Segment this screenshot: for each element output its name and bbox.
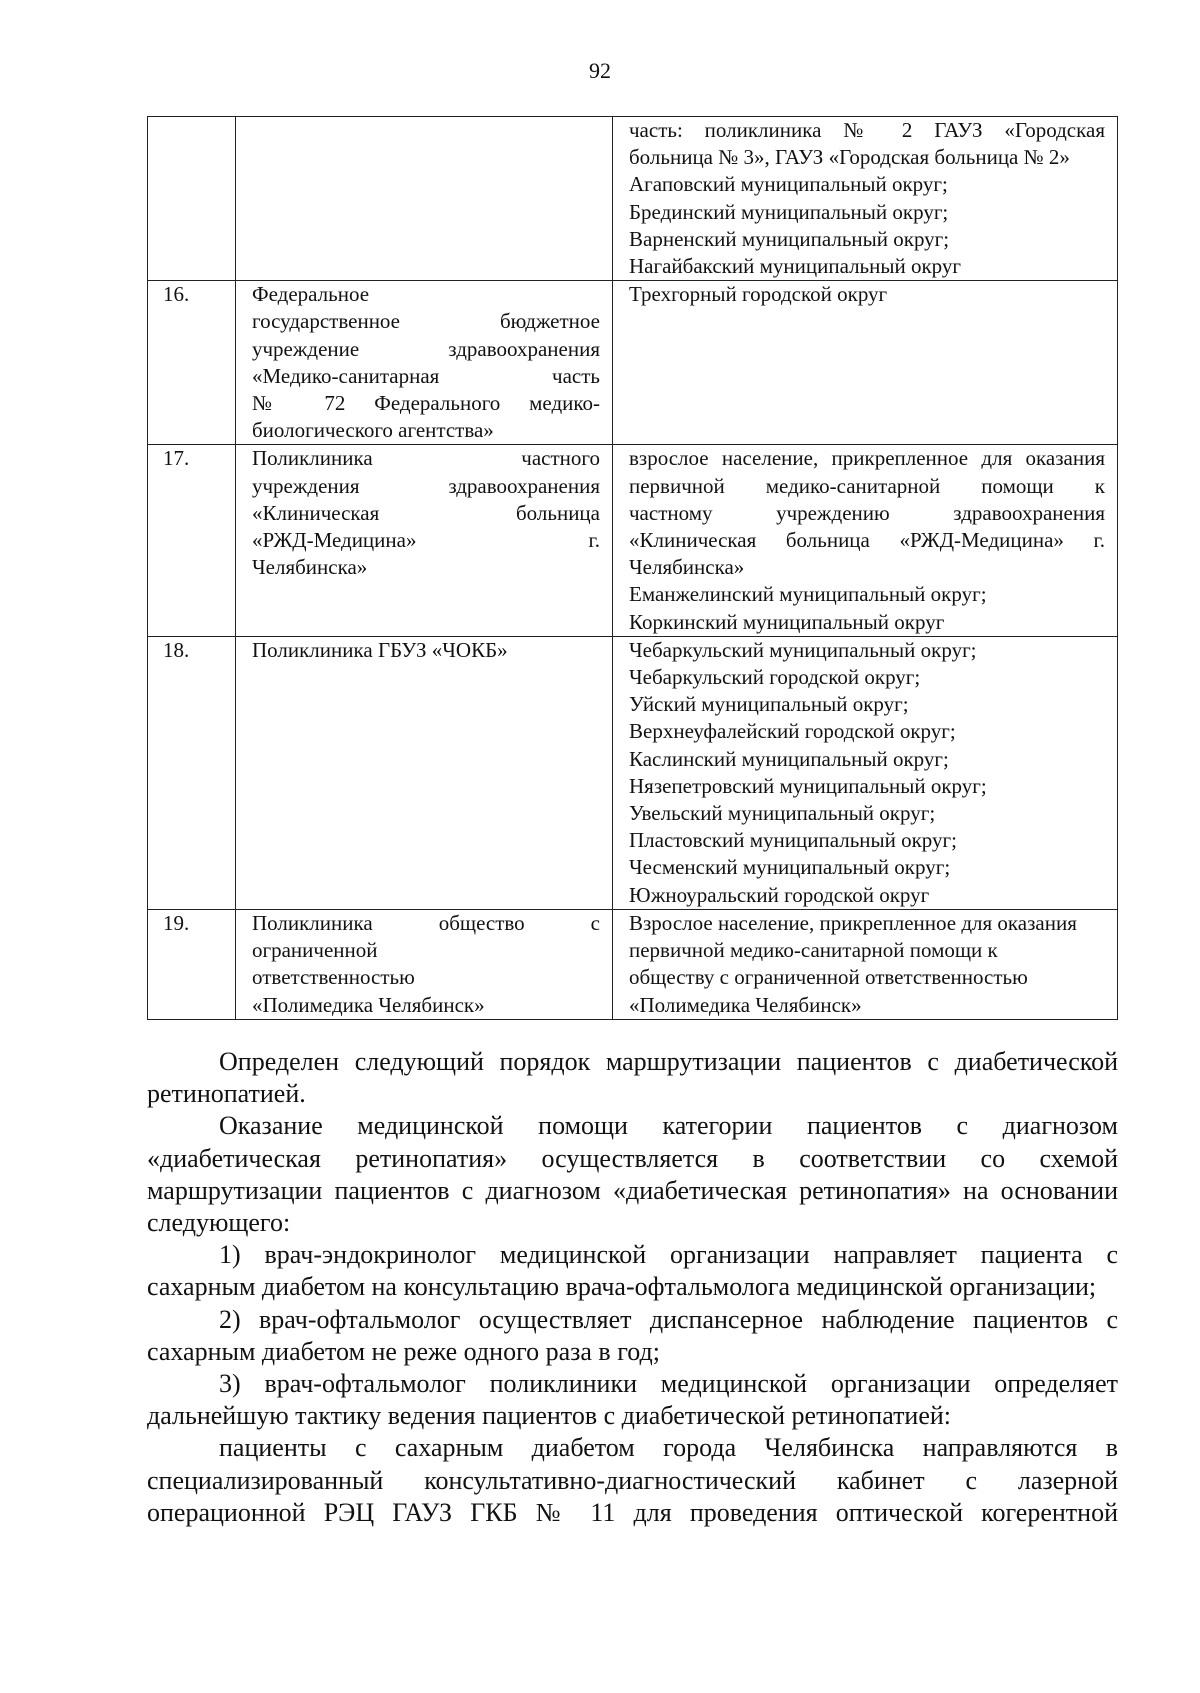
served-area-line: Варненский муниципальный округ;: [629, 226, 950, 251]
paragraph-step-3: 3) врач-офтальмолог поликлиники медицинской организации определяет дальнейшую тактику ведения пациентов с диабетической ретинопатией:: [147, 1369, 1118, 1431]
served-area-cell: [613, 636, 1118, 909]
routing-table: [147, 116, 1118, 1020]
organization-cell: [236, 281, 613, 445]
served-area-line: Уйский муниципальный округ;: [629, 692, 909, 717]
paragraph-chelyabinsk-patients: пациенты с сахарным диабетом города Челябинска направляются в специализированный консультативно-диагностический кабинет с лазерной операционной РЭЦ ГАУЗ ГКБ № 11 для проведения оптической когерентной: [147, 1433, 1118, 1527]
served-area-cell: [613, 445, 1118, 636]
served-area-line: Южноуральский городской округ: [629, 882, 930, 907]
page-number: 92: [589, 58, 611, 83]
table-row: [148, 281, 1118, 445]
paragraph-step-2: 2) врач-офтальмолог осуществляет диспансерное наблюдение пациентов с сахарным диабетом не реже одного раза в год;: [147, 1304, 1118, 1366]
organization-cell: [236, 445, 613, 636]
served-area-line: Верхнеуфалейский городской округ;: [629, 719, 956, 744]
organization-line: «Полимедика Челябинск»: [252, 992, 485, 1017]
paragraph-routing-intro: Определен следующий порядок маршрутизации пациентов с диабетической ретинопатией.: [147, 1047, 1118, 1109]
organization-line: ответственностью: [252, 965, 415, 990]
body-text: [147, 1046, 1118, 1529]
organization-line: «Медико-санитарная часть: [252, 363, 600, 388]
served-area-line: Чебаркульский городской округ;: [629, 665, 921, 690]
served-area-line: Еманжелинский муниципальный округ;: [629, 582, 987, 607]
organization-line: Челябинска»: [252, 555, 368, 580]
served-area-line: Нагайбакский муниципальный округ: [629, 254, 962, 279]
organization-cell: [236, 117, 613, 281]
table-row: [148, 117, 1118, 281]
organization-line: государственное бюджетное: [252, 309, 600, 334]
served-area-line: Нязепетровский муниципальный округ;: [629, 773, 987, 798]
table-row: [148, 636, 1118, 909]
row-number: 18.: [148, 636, 236, 909]
served-area-line: Увельский муниципальный округ;: [629, 801, 936, 826]
served-area-line: Коркинский муниципальный округ: [629, 609, 945, 634]
organization-line: ограниченной: [252, 938, 378, 963]
organization-line: «Клиническая больница: [252, 500, 600, 525]
served-area-cell: [613, 117, 1118, 281]
table-row: [148, 445, 1118, 636]
organization-line: Поликлиника ГБУЗ «ЧОКБ»: [252, 637, 508, 662]
served-area-line: частному учреждению здравоохранения: [629, 500, 1105, 525]
served-area-line: Брединский муниципальный округ;: [629, 199, 949, 224]
organization-line: учреждение здравоохранения: [252, 336, 600, 361]
table-row: [148, 909, 1118, 1019]
served-area-line: первичной медико-санитарной помощи к: [629, 473, 1105, 498]
served-area-line: Челябинска»: [629, 555, 745, 580]
organization-cell: [236, 909, 613, 1019]
organization-line: Поликлиника общество с: [252, 910, 600, 935]
served-area-line: «Клиническая больница «РЖД-Медицина» г.: [629, 528, 1105, 553]
row-number: 19.: [148, 909, 236, 1019]
served-area-line: Чебаркульский муниципальный округ;: [629, 637, 977, 662]
served-area-line: Чесменский муниципальный округ;: [629, 855, 951, 880]
row-number: 17.: [148, 445, 236, 636]
organization-line: № 72 Федерального медико-: [252, 391, 600, 416]
organization-line: Поликлиника частного: [252, 446, 600, 471]
organization-cell: [236, 636, 613, 909]
served-area-line: часть: поликлиника № 2 ГАУЗ «Городская: [629, 118, 1105, 142]
paragraph-step-1: 1) врач-эндокринолог медицинской организации направляет пациента с сахарным диабетом на консультацию врача-офтальмолога медицинской организации;: [147, 1240, 1118, 1302]
served-area-line: Трехгорный городской округ: [629, 282, 888, 307]
served-area-line: обществу с ограниченной ответственностью: [629, 965, 1028, 990]
served-area-line: первичной медико-санитарной помощи к: [629, 938, 998, 963]
served-area-line: Пластовский муниципальный округ;: [629, 828, 957, 853]
served-area-line: Взрослое население, прикрепленное для оказания: [629, 910, 1077, 935]
served-area-cell: [613, 281, 1118, 445]
served-area-line: Каслинский муниципальный округ;: [629, 746, 949, 771]
paragraph-care-scheme: Оказание медицинской помощи категории пациентов с диагнозом «диабетическая ретинопатия» осуществляется в соответствии со схемой маршрутизации пациентов с диагнозом «диабетическая ретинопатия» на основании следующего:: [147, 1111, 1118, 1238]
organization-line: «РЖД-Медицина» г.: [252, 528, 600, 553]
organization-line: биологического агентства»: [252, 418, 494, 443]
served-area-line: «Полимедика Челябинск»: [629, 992, 862, 1017]
served-area-line: Агаповский муниципальный округ;: [629, 172, 948, 197]
row-number: 16.: [148, 281, 236, 445]
served-area-line: больница № 3», ГАУЗ «Городская больница № 2»: [629, 145, 1070, 170]
row-number: [148, 117, 236, 281]
served-area-line: взрослое население, прикрепленное для оказания: [629, 446, 1105, 471]
served-area-cell: [613, 909, 1118, 1019]
organization-line: учреждения здравоохранения: [252, 473, 600, 498]
organization-line: Федеральное: [252, 282, 370, 307]
